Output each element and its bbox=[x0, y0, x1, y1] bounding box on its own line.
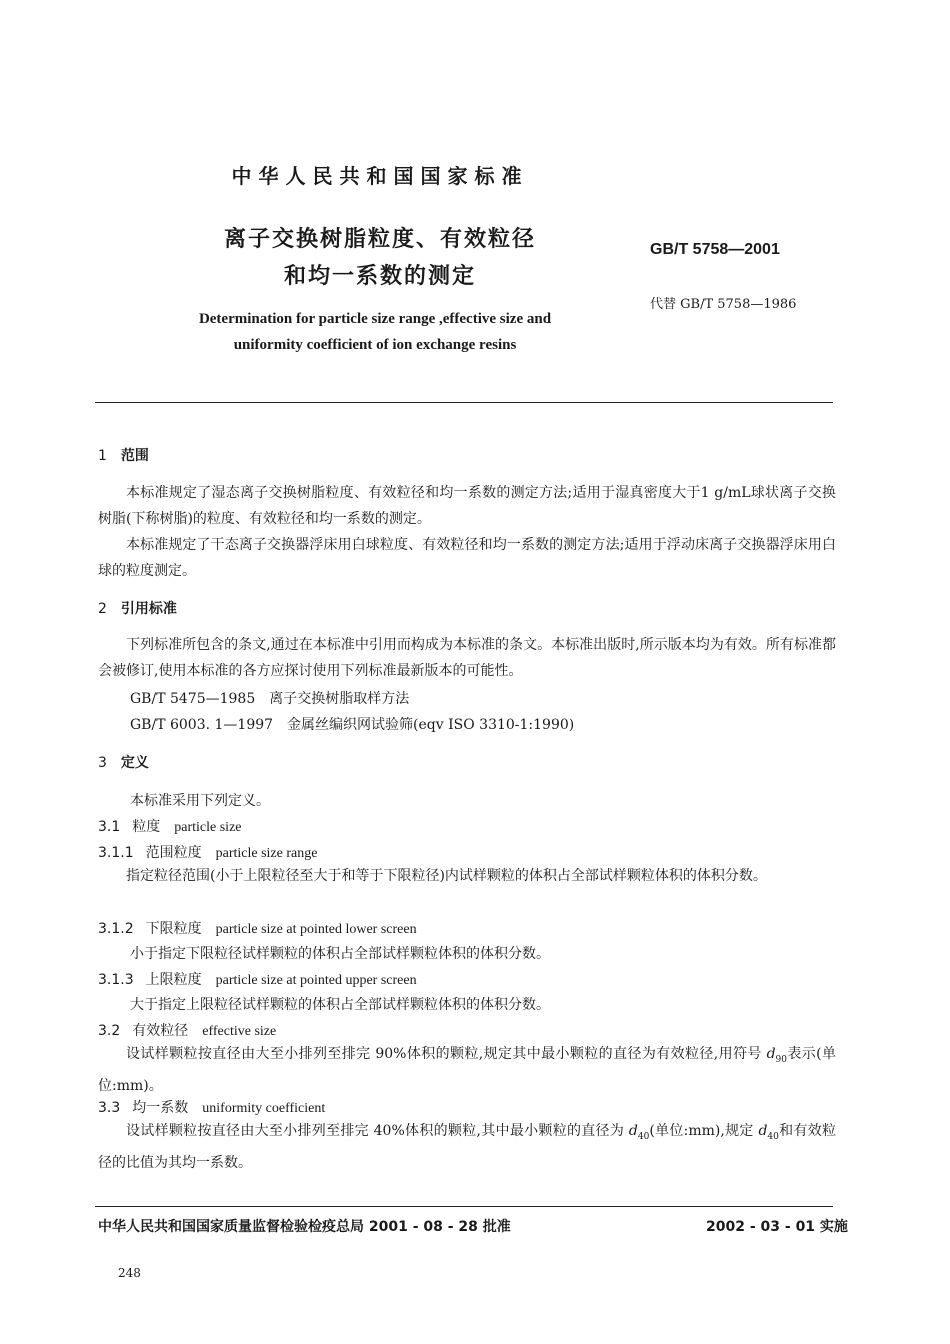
term-3-1-2 bbox=[98, 918, 417, 938]
term-english: particle size at pointed lower screen bbox=[215, 922, 417, 937]
term-number: 3.1 bbox=[98, 819, 121, 835]
symbol-d: d bbox=[628, 1123, 638, 1139]
definitions-intro: 本标准采用下列定义。 bbox=[130, 793, 270, 809]
term-number: 3.3 bbox=[98, 1100, 121, 1116]
symbol-subscript: 40 bbox=[767, 1131, 779, 1142]
term-english: uniformity coefficient bbox=[202, 1101, 326, 1116]
symbol-d: d bbox=[758, 1123, 768, 1139]
section-title: 引用标准 bbox=[120, 601, 177, 617]
term-3-2 bbox=[98, 1020, 276, 1040]
title-chinese-line1: 离子交换树脂粒度、有效粒径 bbox=[223, 227, 536, 252]
section-3-heading bbox=[98, 752, 149, 772]
term-number: 3.1.1 bbox=[98, 845, 134, 861]
term-3-1-3-definition: 大于指定上限粒径试样颗粒的体积占全部试样颗粒体积的体积分数。 bbox=[130, 997, 550, 1013]
section-title: 定义 bbox=[120, 755, 149, 771]
symbol-subscript: 40 bbox=[637, 1131, 650, 1142]
title-english-line2: uniformity coefficient of ion exchange resins bbox=[233, 337, 517, 353]
term-chinese: 均一系数 bbox=[132, 1100, 189, 1116]
implementation-date: 2002 - 03 - 01 实施 bbox=[706, 1219, 848, 1235]
definition-text: 设试样颗粒按直径由大至小排列至排完 40%体积的颗粒,其中最小颗粒的直径为 bbox=[126, 1123, 629, 1139]
term-chinese: 上限粒度 bbox=[145, 972, 202, 988]
section-number: 3 bbox=[98, 755, 107, 771]
section-2-paragraph-1: 下列标准所包含的条文,通过在本标准中引用而构成为本标准的条文。本标准出版时,所示版本均为有效。所有标准都会被修订,使用本标准的各方应探讨使用下列标准最新版本的可能性。 bbox=[98, 637, 836, 679]
section-1-paragraph-1: 本标准规定了湿态离子交换树脂粒度、有效粒径和均一系数的测定方法;适用于湿真密度大于1 g/mL球状离子交换树脂(下称树脂)的粒度、有效粒径和均一系数的测定。 bbox=[98, 485, 836, 527]
term-number: 3.2 bbox=[98, 1023, 121, 1039]
replaces-standard: 代替 GB/T 5758—1986 bbox=[650, 297, 797, 312]
header-divider bbox=[95, 402, 833, 403]
term-3-1 bbox=[98, 816, 242, 836]
term-3-1-1 bbox=[98, 842, 317, 862]
term-3-1-3 bbox=[98, 969, 417, 989]
term-chinese: 下限粒度 bbox=[145, 921, 202, 937]
term-english: effective size bbox=[202, 1024, 277, 1039]
title-english-line1: Determination for particle size range ,effective size and bbox=[198, 311, 552, 327]
term-3-3 bbox=[98, 1097, 325, 1117]
standard-code: GB/T 5758—2001 bbox=[650, 241, 780, 258]
term-english: particle size bbox=[174, 820, 242, 835]
section-1-paragraph-2: 本标准规定了干态离子交换器浮床用白球粒度、有效粒径和均一系数的测定方法;适用于浮动床离子交换器浮床用白球的粒度测定。 bbox=[98, 537, 836, 579]
page-number: 248 bbox=[118, 1266, 141, 1280]
reference-2: GB/T 6003. 1—1997 金属丝编织网试验筛(eqv ISO 3310-1:1990) bbox=[130, 717, 575, 733]
title-chinese-line2: 和均一系数的测定 bbox=[283, 264, 476, 289]
definition-text: 和有效粒径的比值为其均一系数。 bbox=[98, 1123, 837, 1171]
section-title: 范围 bbox=[120, 448, 149, 464]
national-standard-heading: 中华人民共和国国家标准 bbox=[231, 164, 529, 188]
section-2-heading bbox=[98, 598, 177, 618]
term-english: particle size at pointed upper screen bbox=[215, 973, 417, 988]
term-3-2-definition bbox=[98, 1041, 836, 1099]
term-chinese: 有效粒径 bbox=[132, 1023, 189, 1039]
definition-text: 设试样颗粒按直径由大至小排列至排完 90%体积的颗粒,规定其中最小颗粒的直径为有效粒径,用符号 bbox=[126, 1046, 767, 1062]
footer-divider bbox=[95, 1206, 833, 1207]
approval-line: 中华人民共和国国家质量监督检验检疫总局 2001 - 08 - 28 批准 bbox=[98, 1219, 511, 1235]
definition-text: (单位:mm),规定 bbox=[649, 1123, 759, 1139]
symbol-subscript: 90 bbox=[775, 1054, 787, 1065]
section-number: 2 bbox=[98, 601, 107, 617]
term-number: 3.1.3 bbox=[98, 972, 134, 988]
symbol-d: d bbox=[766, 1046, 776, 1062]
section-number: 1 bbox=[98, 448, 107, 464]
reference-1: GB/T 5475—1985 离子交换树脂取样方法 bbox=[130, 691, 410, 707]
term-3-1-1-definition: 指定粒径范围(小于上限粒径至大于和等于下限粒径)内试样颗粒的体积占全部试样颗粒体积的体积分数。 bbox=[126, 868, 767, 884]
section-1-heading bbox=[98, 445, 149, 465]
term-number: 3.1.2 bbox=[98, 921, 134, 937]
term-chinese: 粒度 bbox=[132, 819, 161, 835]
term-chinese: 范围粒度 bbox=[145, 845, 202, 861]
term-english: particle size range bbox=[215, 846, 318, 861]
term-3-3-definition bbox=[98, 1118, 836, 1176]
definition-text: 表示(单位:mm)。 bbox=[98, 1046, 836, 1094]
term-3-1-2-definition: 小于指定下限粒径试样颗粒的体积占全部试样颗粒体积的体积分数。 bbox=[130, 946, 550, 962]
